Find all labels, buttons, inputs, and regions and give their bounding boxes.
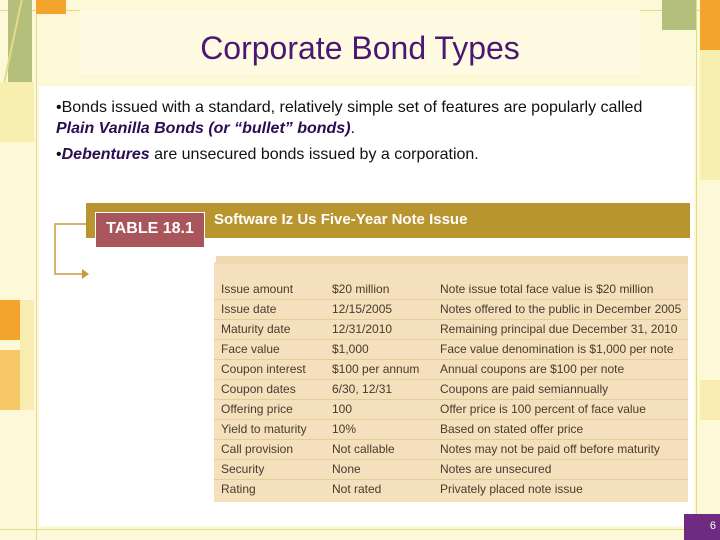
title-area: [80, 10, 640, 74]
table-row: Yield to maturity 10% Based on stated offer price: [214, 419, 688, 440]
bullet-list: [56, 97, 676, 170]
table-row: Call provision Not callable Notes may not be paid off before maturity: [214, 439, 688, 460]
table-tag-label: TABLE 18.1: [106, 220, 194, 237]
frame-line-bottom: [0, 529, 720, 530]
table-row: Issue date 12/15/2005 Notes offered to the public in December 2005: [214, 299, 688, 320]
page-number: 6: [684, 514, 720, 540]
deco-block-light-right-2: [700, 380, 720, 420]
frame-line-left: [36, 0, 37, 540]
slide-title: Corporate Bond Types: [200, 30, 520, 66]
arrow-connector-icon: [50, 222, 90, 282]
deco-block-green-top-right: [662, 0, 696, 30]
table-tag: [95, 212, 205, 248]
table-row: Issue amount $20 million Note issue total face value is $20 million: [214, 279, 688, 300]
table-row: Offering price 100 Offer price is 100 percent of face value: [214, 399, 688, 420]
deco-block-orange-top-left: [36, 0, 66, 14]
bond-table: [214, 262, 688, 502]
table-row: Rating Not rated Privately placed note issue: [221, 482, 583, 496]
deco-block-light-left-2: [20, 300, 34, 410]
deco-block-orange-left-2: [0, 350, 20, 410]
table-row: Coupon interest $100 per annum Annual coupons are $100 per note: [214, 359, 688, 380]
bullet-item-2: •Debentures are unsecured bonds issued by a corporation.: [56, 146, 479, 163]
bullet-item-1: •Bonds issued with a standard, relatively simple set of features are popularly called Plain Vanilla Bonds (or “bullet” bonds).: [56, 99, 643, 137]
table-row: Face value $1,000 Face value denomination is $1,000 per note: [214, 339, 688, 360]
table-row: Maturity date 12/31/2010 Remaining principal due December 31, 2010: [214, 319, 688, 340]
frame-line-right: [696, 0, 697, 540]
table-caption: Software Iz Us Five-Year Note Issue: [214, 211, 468, 228]
deco-block-orange-top-right: [700, 0, 720, 50]
deco-block-light-left: [0, 82, 34, 142]
table-row: Security None Notes are unsecured: [214, 459, 688, 480]
bullet-item-2-emphasis: Debentures: [61, 146, 150, 163]
table-row: Coupon dates 6/30, 12/31 Coupons are paid semiannually: [214, 379, 688, 400]
deco-block-light-right: [700, 50, 720, 180]
deco-block-orange-left-1: [0, 300, 20, 340]
bullet-item-1-emphasis: Plain Vanilla Bonds (or “bullet” bonds): [56, 120, 351, 137]
